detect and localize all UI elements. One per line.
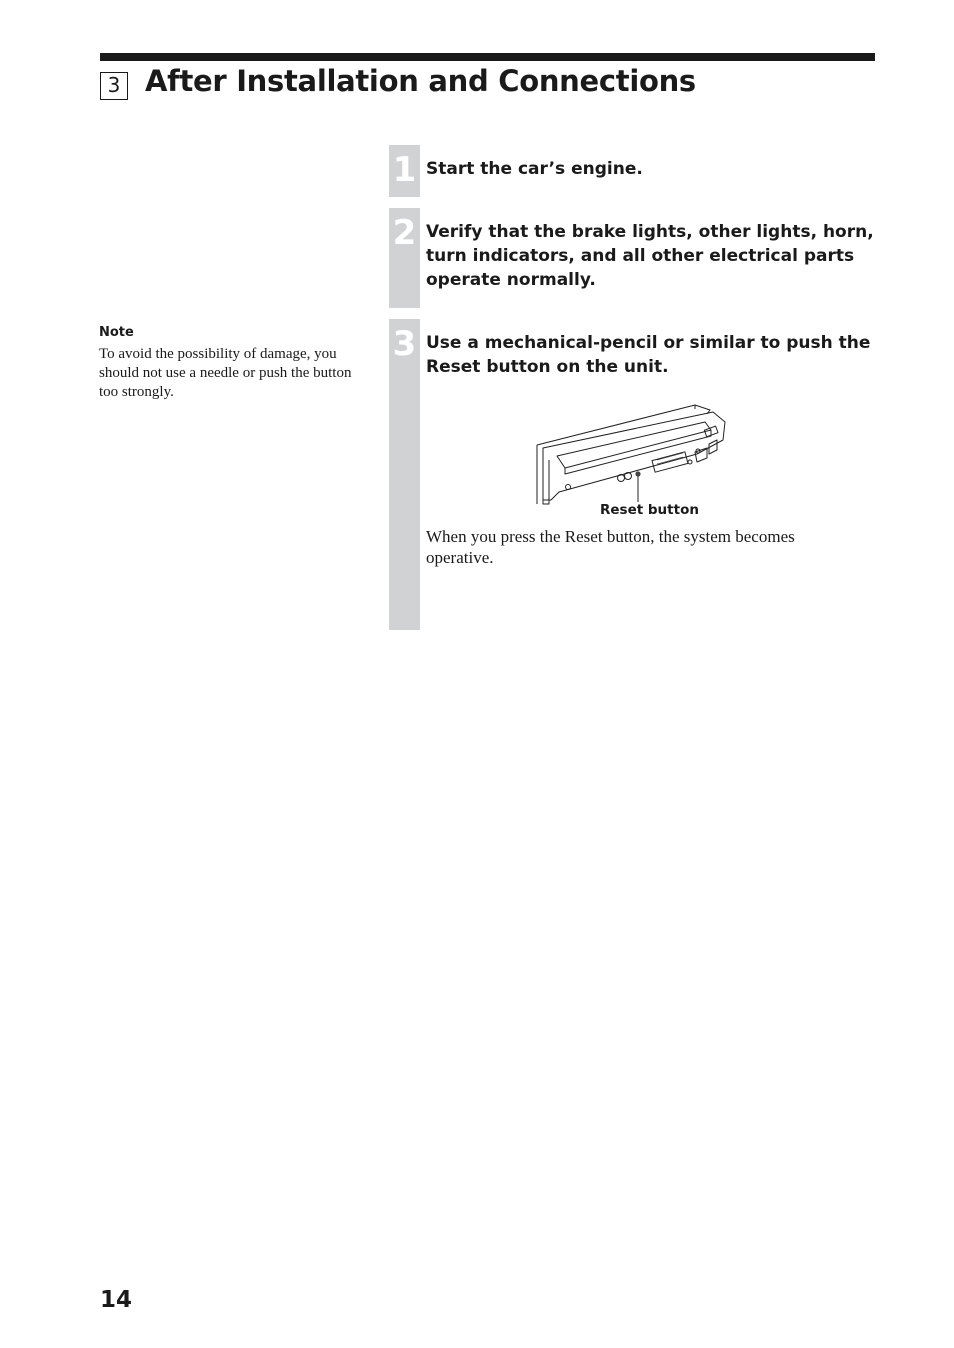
figure-caption: Reset button — [600, 502, 699, 518]
car-unit-illustration — [535, 400, 730, 508]
step-1-text: Start the car’s engine. — [426, 159, 643, 179]
step-3-bar — [389, 319, 420, 630]
section-number-box — [100, 72, 128, 100]
note-text: To avoid the possibility of damage, you should not use a needle or push the button too strongly. — [99, 346, 352, 400]
top-rule — [100, 53, 875, 61]
step-1-number: 1 — [392, 150, 417, 190]
step-3-number: 3 — [392, 324, 417, 364]
step-2-number: 2 — [392, 213, 417, 253]
step-3-text: Use a mechanical-pencil or similar to push the Reset button on the unit. — [426, 333, 871, 377]
step-2-text: Verify that the brake lights, other lights, horn, turn indicators, and all other electrical parts operate normally. — [426, 222, 874, 290]
reset-button-icon — [635, 471, 640, 476]
note-title: Note — [99, 325, 134, 340]
section-number: 3 — [107, 73, 121, 97]
page-number: 14 — [100, 1287, 133, 1313]
page-title: After Installation and Connections — [145, 64, 696, 98]
step-3-body-text: When you press the Reset button, the system becomes operative. — [426, 527, 795, 567]
